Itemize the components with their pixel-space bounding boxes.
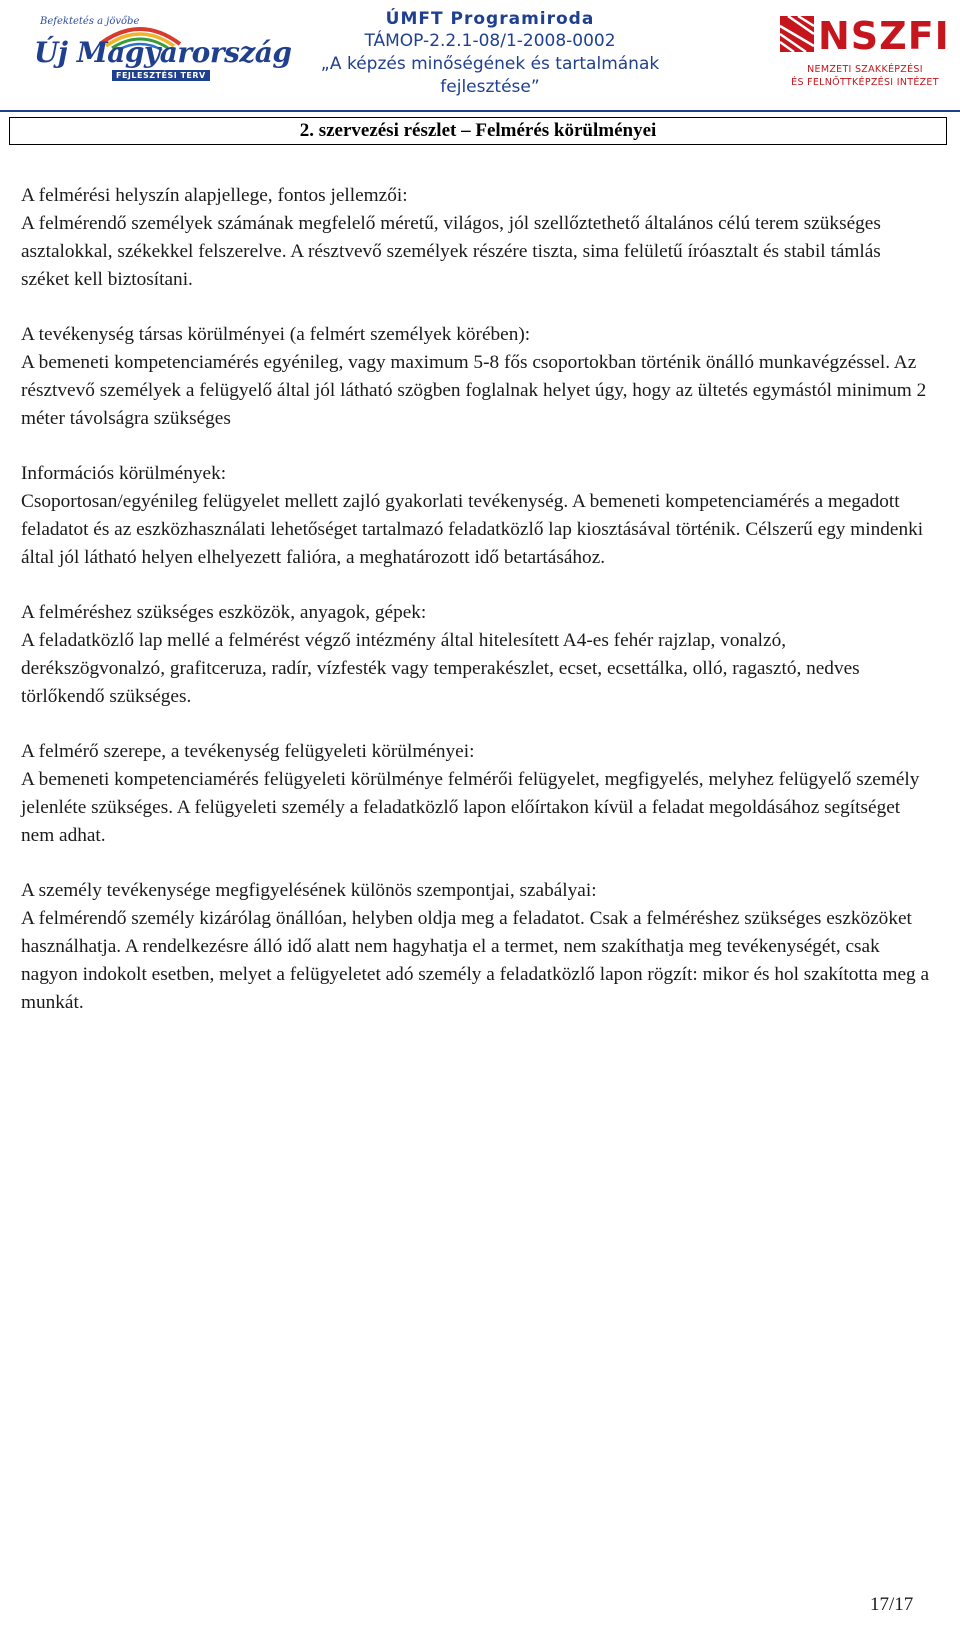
document-body: [21, 182, 931, 1044]
paragraph-supervisor-role: [21, 738, 931, 850]
project-title-line2: fejlesztése”: [440, 77, 540, 97]
paragraph-body: A felmérendő személy kizárólag önállóan, helyben oldja meg a feladatot. Csak a felméréshez szükséges eszközöket használhatja. A rendelkezésre álló idő alatt nem hagyhatja el a termet, nem szakíthatja meg tevékenységét, csak nagyon indokolt esetben, melyet a felügyeletet adó személy a feladatközlő lapon rögzít: mikor és hol szakította meg a munkát.: [21, 908, 930, 1013]
nszfi-subtitle-2: ÉS FELNŐTTKÉPZÉSI INTÉZET: [791, 77, 939, 88]
page-header: [0, 0, 960, 116]
paragraph-body: A bemeneti kompetenciamérés felügyeleti körülménye felmérői felügyelet, megfigyelés, melyhez felügyelő személy jelenléte szükséges. A felügyeleti személy a feladatközlő lapon előírtakon kívül a feladat megoldásához segítséget nem adhat.: [21, 769, 920, 846]
header-project-info: [300, 8, 680, 99]
project-code: TÁMOP-2.2.1-08/1-2008-0002: [364, 31, 616, 51]
paragraph-social-conditions: [21, 321, 931, 433]
uj-magyarorszag-logo: [30, 10, 292, 90]
paragraph-venue: [21, 182, 931, 294]
paragraph-information: [21, 460, 931, 572]
page-number: 17/17: [870, 1594, 914, 1615]
paragraph-body: Csoportosan/egyénileg felügyelet mellett zajló gyakorlati tevékenység. A bemeneti kompetenciamérés a megadott feladatot és az eszközhasználati lehetőséget tartalmazó feladatközlő lap kiosztásával történik. Célszerű egy mindenki által jól látható helyen elhelyezett falióra, a meghatározott idő betartásához.: [21, 491, 924, 568]
paragraph-heading: A felmérő szerepe, a tevékenység felügyeleti körülményei:: [21, 741, 475, 762]
logo-tagline: Befektetés a jövőbe: [40, 16, 140, 27]
paragraph-body: A felmérendő személyek számának megfelelő méretű, világos, jól szellőztethető általános célú terem szükséges asztalokkal, székekkel felszerelve. A résztvevő személyek részére tiszta, sima felületű íróasztalt és stabil támlás széket kell biztosítani.: [21, 213, 881, 290]
paragraph-heading: A felmérési helyszín alapjellege, fontos jellemzői:: [21, 185, 408, 206]
nszfi-emblem-icon: [780, 16, 820, 56]
logo-name: Új Magyarország: [34, 36, 292, 69]
paragraph-heading: A tevékenység társas körülményei (a felmért személyek körében):: [21, 324, 531, 345]
nszfi-subtitle-1: NEMZETI SZAKKÉPZÉSI: [807, 64, 923, 75]
paragraph-tools: [21, 599, 931, 711]
header-divider: [0, 110, 960, 112]
logo-plan-label: FEJLESZTÉSI TERV: [112, 70, 210, 81]
paragraph-body: A bemeneti kompetenciamérés egyénileg, vagy maximum 5-8 fős csoportokban történik önálló munkavégzéssel. Az résztvevő személyek a felügyelő által jól látható szögben foglalnak helyet úgy, hogy az ültetés egymástól minimum 2 méter távolságra szükséges: [21, 352, 927, 429]
paragraph-observation-rules: [21, 877, 931, 1017]
section-title: 2. szervezési részlet – Felmérés körülményei: [9, 117, 947, 145]
paragraph-heading: Információs körülmények:: [21, 463, 227, 484]
paragraph-body: A feladatközlő lap mellé a felmérést végző intézmény által hitelesített A4-es fehér rajzlap, vonalzó, derékszögvonalzó, grafitceruza, radír, vízfesték vagy temperakészlet, ecset, ecsettálka, olló, ragasztó, nedves törlőkendő szükséges.: [21, 630, 860, 707]
nszfi-logo: [780, 14, 950, 92]
paragraph-heading: A felméréshez szükséges eszközök, anyagok, gépek:: [21, 602, 427, 623]
office-name: ÚMFT Programiroda: [385, 9, 595, 29]
paragraph-heading: A személy tevékenysége megfigyelésének különös szempontjai, szabályai:: [21, 880, 597, 901]
nszfi-name: NSZFI: [818, 14, 950, 58]
project-title-line1: „A képzés minőségének és tartalmának: [320, 54, 660, 74]
